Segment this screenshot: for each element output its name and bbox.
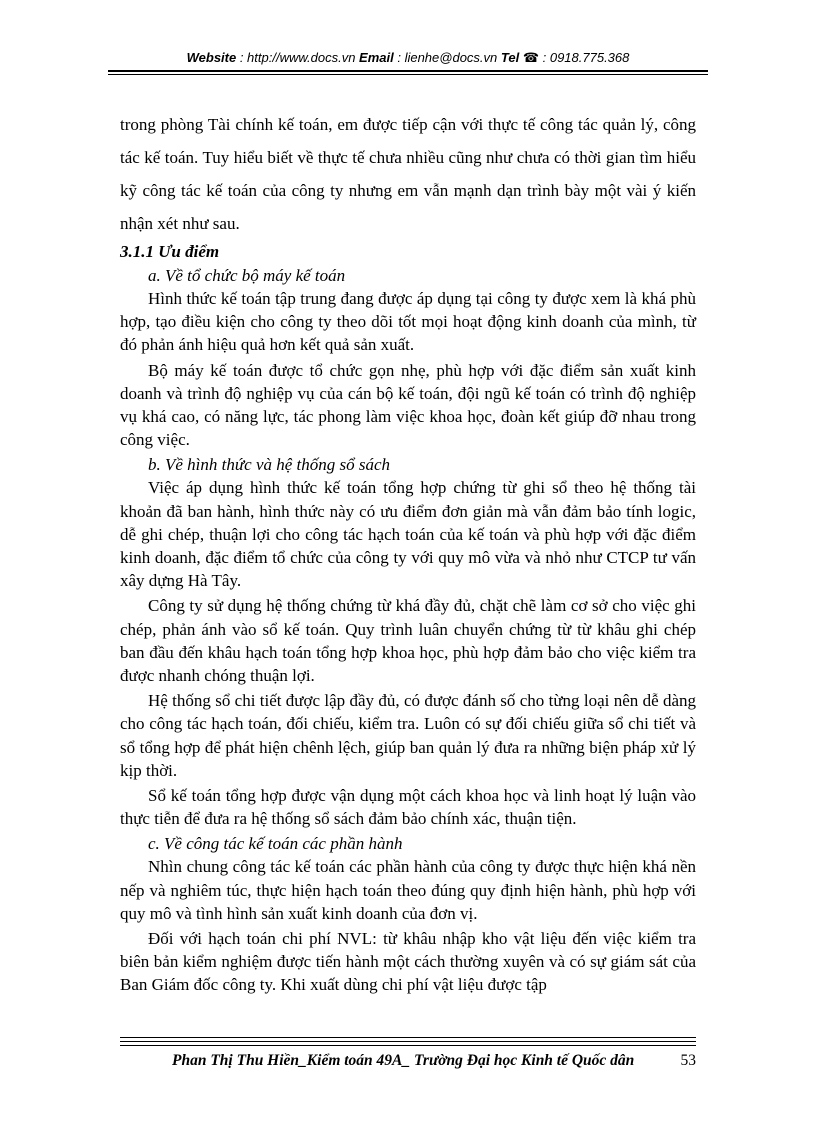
- website-value: : http://www.docs.vn: [236, 50, 360, 65]
- header-rule: [108, 70, 708, 75]
- email-label: Email: [359, 50, 394, 65]
- paragraph-c1: Nhìn chung công tác kế toán các phần hành của công ty được thực hiện khá nền nếp và nghiêm túc, thực hiện hạch toán theo đúng quy định hiện hành, phù hợp với quy mô và tình hình sản xuất kinh doanh của đơn vị.: [120, 857, 696, 923]
- page-content: [120, 108, 696, 999]
- subsection-b-title: b. Về hình thức và hệ thống sổ sách: [148, 455, 391, 475]
- paragraph-b1: Việc áp dụng hình thức kế toán tổng hợp chứng từ ghi sổ theo hệ thống tài khoản đã ban hành, hình thức này có ưu điểm đơn giản mà vẫn đảm bảo tính logic, dễ ghi chép, thuận lợi cho công tác hạch toán của kế toán và phù hợp với đặc điểm kinh doanh, đặc điểm tổ chức của công ty với quy mô vừa và nhỏ như CTCP tư vấn xây dựng Hà Tây.: [120, 478, 696, 591]
- subsection-c-title: c. Về công tác kế toán các phần hành: [148, 834, 403, 854]
- tel-value: ☎ : 0918.775.368: [519, 50, 630, 65]
- paragraph-a1: Hình thức kế toán tập trung đang được áp dụng tại công ty được xem là khá phù hợp, tạo điều kiện cho công ty theo dõi tốt mọi hoạt động kinh doanh của mình, từ đó phản ánh hiệu quả hơn kết quả sản xuất.: [120, 289, 696, 355]
- paragraph-b2: Công ty sử dụng hệ thống chứng từ khá đầy đủ, chặt chẽ làm cơ sở cho việc ghi chép, phản ánh vào sổ kế toán. Quy trình luân chuyển chứng từ từ khâu ghi chép ban đầu đến khâu hạch toán tổng hợp khoa học, phù hợp đảm bảo cho việc kiểm tra được nhanh chóng thuận lợi.: [120, 596, 696, 686]
- paragraph-b4: Sổ kế toán tổng hợp được vận dụng một cách khoa học và linh hoạt lý luận vào thực tiễn để đưa ra hệ thống sổ sách đảm bảo chính xác, thuận tiện.: [120, 786, 696, 829]
- paragraph-c2: Đối với hạch toán chi phí NVL: từ khâu nhập kho vật liệu đến việc kiểm tra biên bản kiểm nghiệm được tiến hành một cách thường xuyên và có sự giám sát của Ban Giám đốc công ty. Khi xuất dùng chi phí vật liệu được tập: [120, 929, 696, 995]
- website-label: Website: [186, 50, 237, 65]
- paragraph-a2: Bộ máy kế toán được tổ chức gọn nhẹ, phù hợp với đặc điểm sản xuất kinh doanh và trình độ nghiệp vụ của cán bộ kế toán, đội ngũ kế toán có trình độ nghiệp vụ khá cao, có năng lực, tác phong làm việc khoa học, đoàn kết giúp đỡ nhau trong công việc.: [120, 360, 696, 450]
- tel-label: Tel: [500, 50, 520, 65]
- subsection-a-title: a. Về tổ chức bộ máy kế toán: [148, 266, 346, 285]
- page-header: [108, 50, 708, 66]
- page-number: 53: [680, 1052, 696, 1069]
- section-title: 3.1.1 Ưu điểm: [120, 242, 220, 261]
- footer-rule: [120, 1037, 696, 1046]
- intro-paragraph: trong phòng Tài chính kế toán, em được tiếp cận với thực tế công tác quản lý, công tác kế toán. Tuy hiểu biết về thực tế chưa nhiều cũng như chưa có thời gian tìm hiểu kỹ công tác kế toán của công ty nhưng em vẫn mạnh dạn trình bày một vài ý kiến nhận xét như sau.: [120, 115, 696, 233]
- email-value: : lienhe@docs.vn: [393, 50, 501, 65]
- footer-author: Phan Thị Thu Hiền_Kiểm toán 49A_ Trường Đại học Kinh tế Quốc dân: [172, 1052, 635, 1069]
- paragraph-b3: Hệ thống sổ chi tiết được lập đầy đủ, có được đánh số cho từng loại nên dễ dàng cho công tác hạch toán, đối chiếu, kiểm tra. Luôn có sự đối chiếu giữa sổ chi tiết và sổ tổng hợp để phát hiện chênh lệch, giúp ban quản lý đưa ra những biện pháp xử lý kịp thời.: [120, 691, 696, 780]
